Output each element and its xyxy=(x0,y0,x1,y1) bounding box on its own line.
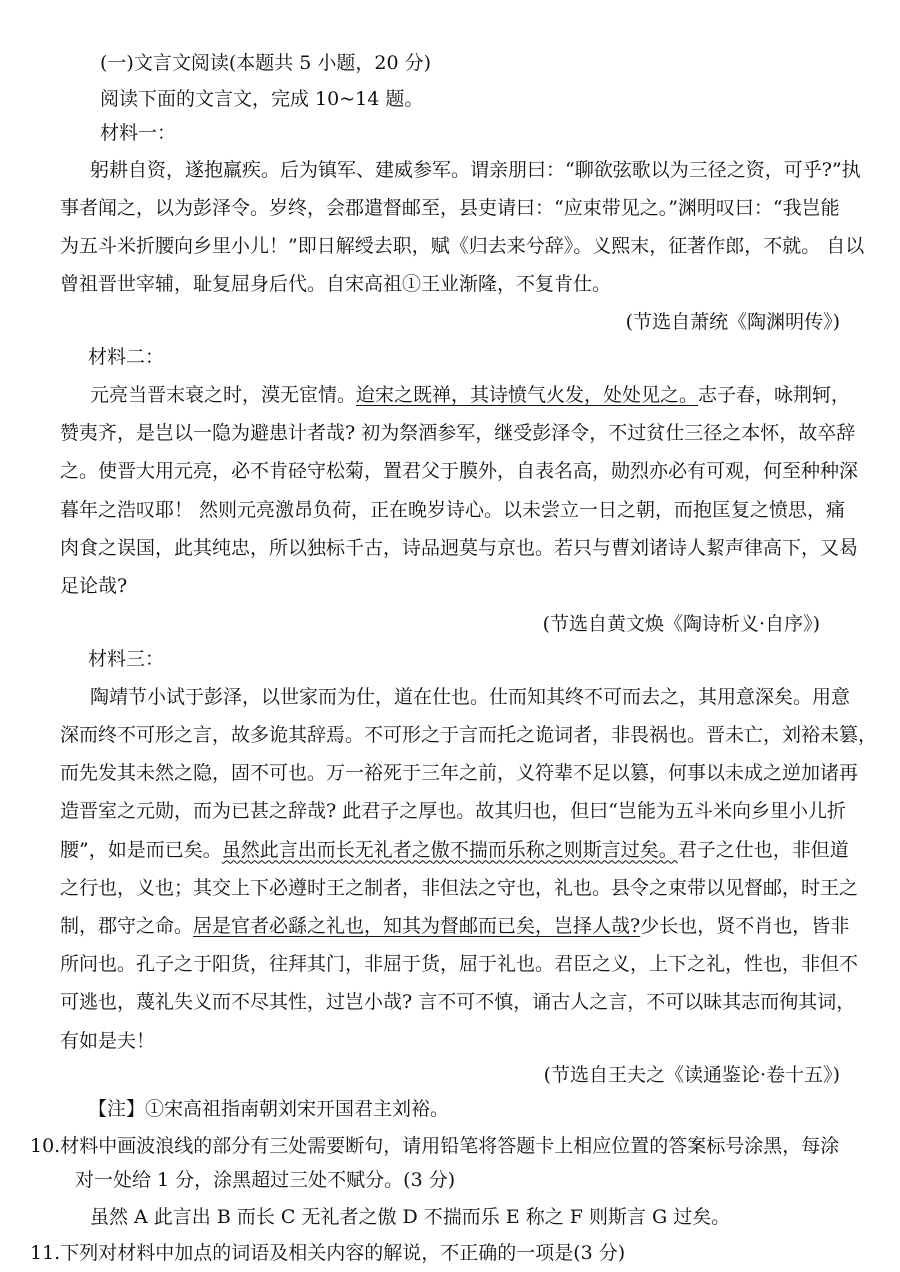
question-11: 11.下列对材料中加点的词语及相关内容的解说，不正确的一项是(3 分) xyxy=(30,1242,626,1264)
material2-line: 肉食之误国，此其纯忠，所以独标千古，诗品迥莫与京也。若只与曹刘诸诗人絜声律高下，又曷 xyxy=(60,536,859,559)
material1-line: 为五斗米折腰向乡里小儿！”即日解绶去职，赋《归去来兮辞》。义熙末，征著作郎，不就。 自以 xyxy=(60,235,865,258)
material3-line: 而先发其未然之隐，固不可也。万一裕死于三年之前，义符辈不足以篡，何事以未成之逆加诸再 xyxy=(60,762,859,785)
material3-line: 之行也，义也；其交上下必遵时王之制者，非但法之守也，礼也。县令之束带以见督邮，时王之 xyxy=(60,876,859,899)
material2-line: 赞夷齐，是岂以一隐为避患计者哉? 初为祭酒参军，继受彭泽令，不过贫仕三径之本怀，故卒辞 xyxy=(60,422,856,445)
material1-source: (节选自萧统《陶渊明传》) xyxy=(625,311,840,334)
material1-label: 材料一： xyxy=(100,122,177,145)
material3-line xyxy=(60,837,849,863)
material3-text: 少长也，贤不肖也，皆非 xyxy=(640,914,850,937)
section-instruction: 阅读下面的文言文，完成 10~14 题。 xyxy=(100,87,424,110)
material3-text: 腰”，如是而已矣。 xyxy=(60,838,222,861)
material3-line: 造晋室之元勋，而为已甚之辞哉? 此君子之厚也。故其归也，但曰“岂能为五斗米向乡里小儿折 xyxy=(60,800,846,823)
material3-text: 君子之仕也，非但道 xyxy=(677,838,849,861)
material1-line: 躬耕自资，遂抱羸疾。后为镇军、建威参军。谓亲朋曰：“聊欲弦歌以为三径之资，可乎?”执 xyxy=(90,158,861,181)
material1-line: 事者闻之，以为彭泽令。岁终，会郡遣督邮至，县吏请曰：“应束带见之。”渊明叹曰：“我岂能 xyxy=(60,196,840,219)
material3-line: 所问也。孔子之于阳货，往拜其门，非屈于货，屈于礼也。君臣之义，上下之礼，性也，非但不 xyxy=(60,953,859,976)
material3-source: (节选自王夫之《读通鉴论·卷十五》) xyxy=(543,1063,840,1086)
material3-line: 深而终不可形之言，故多诡其辞焉。不可形之于言而托之诡词者，非畏祸也。晋未亡，刘裕未篡， xyxy=(60,723,878,746)
material1-line: 曾祖晋世宰辅，耻复屈身后代。自宋高祖①王业渐隆，不复肯仕。 xyxy=(60,273,612,296)
material3-line: 有如是夫！ xyxy=(60,1029,156,1052)
material2-text: 志子春，咏荆轲， xyxy=(698,384,851,406)
underlined-sentence: 迨宋之既禅，其诗愤气火发，处处见之。 xyxy=(356,384,699,406)
material3-line: 可逃也，蔑礼失义而不尽其性，过岂小哉? 言不可不慎，诵古人之言，不可以昧其志而徇其词， xyxy=(60,991,856,1014)
question-10-options: 虽然 A 此言出 B 而长 C 无礼者之傲 D 不揣而乐 E 称之 F 则斯言 G 过矣。 xyxy=(90,1206,731,1228)
material2-line: 足论哉? xyxy=(60,575,128,597)
material2-text: 元亮当晋末衰之时，漠无宦情。 xyxy=(90,384,357,406)
material3-text: 制，郡守之命。 xyxy=(60,914,194,937)
annotation-note: 【注】①宋高祖指南朝刘宋开国君主刘裕。 xyxy=(88,1098,450,1121)
material2-source: (节选自黄文焕《陶诗析义·自序》) xyxy=(542,613,820,636)
section-heading: (一)文言文阅读(本题共 5 小题，20 分) xyxy=(100,51,432,74)
material3-line xyxy=(60,913,849,939)
material2-line xyxy=(90,382,850,408)
underlined-sentence: 居是官者必繇之礼也，知其为督邮而已矣，岂择人哉? xyxy=(193,914,641,937)
question-10-cont: 对一处给 1 分，涂黑超过三处不赋分。(3 分) xyxy=(75,1169,456,1191)
material3-label: 材料三： xyxy=(88,647,165,670)
material2-line: 暮年之浩叹耶！ 然则元亮激昂负荷，正在晚岁诗心。以未尝立一日之朝，而抱匡复之愤思，痛 xyxy=(60,498,846,521)
question-10: 10.材料中画波浪线的部分有三处需要断句，请用铅笔将答题卡上相应位置的答案标号涂黑，每涂 xyxy=(30,1134,840,1157)
material2-label: 材料二： xyxy=(88,345,165,368)
material3-line: 陶靖节小试于彭泽，以世家而为仕，道在仕也。仕而知其终不可而去之，其用意深矣。用意 xyxy=(90,685,851,708)
wavy-underlined-sentence: 虽然此言出而长无礼者之傲不揣而乐称之则斯言过矣。 xyxy=(221,838,678,861)
material2-line: 之。使晋大用元亮，必不肯硁守松菊，置君父于膜外，自表名高，勋烈亦必有可观，何至种种深 xyxy=(60,460,859,483)
